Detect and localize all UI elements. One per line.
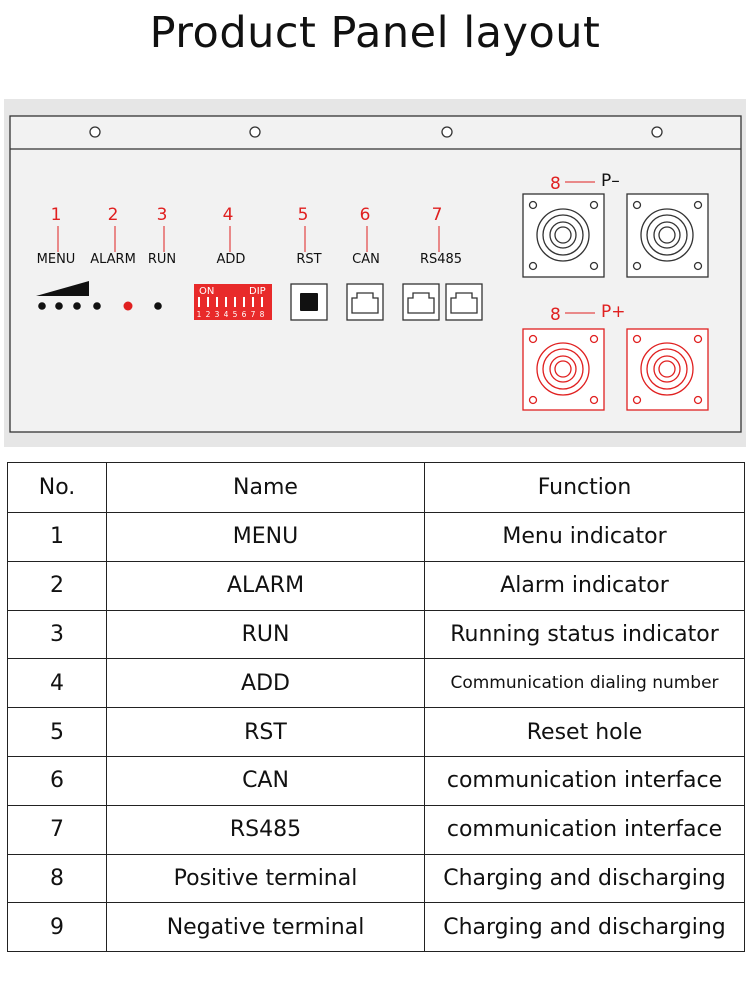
soc-led (38, 302, 46, 310)
soc-led (55, 302, 63, 310)
cell-function: communication interface (425, 805, 745, 854)
dip-position: 4 (223, 310, 229, 319)
label-run: RUN (147, 252, 177, 267)
cell-no: 2 (8, 561, 107, 610)
cell-function: Running status indicator (425, 610, 745, 659)
table-row (8, 854, 745, 903)
negative-terminal (523, 194, 604, 277)
negative-terminal (627, 194, 708, 277)
positive-terminal (523, 329, 604, 410)
mounting-hole (652, 127, 662, 137)
dip-position: 1 (196, 310, 202, 319)
cell-no: 7 (8, 805, 107, 854)
label-number-4: 4 (222, 205, 234, 225)
cell-no: 3 (8, 610, 107, 659)
dip-position: 3 (214, 310, 220, 319)
dip-position: 6 (241, 310, 247, 319)
cell-no: 1 (8, 513, 107, 562)
table-row (8, 513, 745, 562)
alarm-led (124, 302, 133, 311)
positive-terminal-label: P+ (601, 302, 626, 322)
dip-label: DIP (249, 286, 266, 297)
dip-lever (207, 297, 209, 307)
cell-name: ALARM (107, 561, 425, 610)
rs485-port (403, 284, 439, 320)
cell-function: Communication dialing number (425, 659, 745, 708)
can-port (347, 284, 383, 320)
menu-led (93, 302, 101, 310)
cell-function: Charging and discharging (425, 903, 745, 952)
dip-on-label: ON (199, 286, 215, 297)
label-rs485: RS485 (419, 252, 463, 267)
table-row (8, 659, 745, 708)
cell-name: Positive terminal (107, 854, 425, 903)
cell-name: Negative terminal (107, 903, 425, 952)
page-title: Product Panel layout (149, 8, 601, 58)
positive-terminal (627, 329, 708, 410)
cell-no: 6 (8, 756, 107, 805)
cell-name: RS485 (107, 805, 425, 854)
dip-position: 7 (250, 310, 256, 319)
header-no: No. (8, 463, 107, 513)
dip-lever (225, 297, 227, 307)
cell-name: RST (107, 708, 425, 757)
cell-function: Charging and discharging (425, 854, 745, 903)
dip-lever (243, 297, 245, 307)
label-add: ADD (216, 252, 246, 267)
table-row (8, 756, 745, 805)
cell-function: Menu indicator (425, 513, 745, 562)
dip-lever (216, 297, 218, 307)
cell-name: RUN (107, 610, 425, 659)
table-row (8, 610, 745, 659)
label-menu: MENU (36, 252, 76, 267)
cell-function: Alarm indicator (425, 561, 745, 610)
negative-terminal-number: 8 (550, 174, 561, 194)
mounting-hole (90, 127, 100, 137)
cell-no: 9 (8, 903, 107, 952)
positive-terminal-number: 8 (550, 305, 561, 325)
label-can: CAN (352, 252, 380, 267)
dip-lever (261, 297, 263, 307)
table-row (8, 903, 745, 952)
cell-no: 8 (8, 854, 107, 903)
dip-position: 2 (205, 310, 211, 319)
label-number-5: 5 (297, 205, 309, 225)
cell-function: communication interface (425, 756, 745, 805)
dip-lever (234, 297, 236, 307)
cell-function: Reset hole (425, 708, 745, 757)
table-header-row (8, 463, 745, 513)
cell-name: MENU (107, 513, 425, 562)
reset-button-icon (300, 293, 318, 311)
table-row (8, 561, 745, 610)
label-rst: RST (296, 252, 322, 267)
dip-switch (194, 284, 272, 320)
spec-table (7, 462, 745, 952)
dip-lever (198, 297, 200, 307)
cell-name: ADD (107, 659, 425, 708)
table-row (8, 708, 745, 757)
negative-terminal-label: P– (601, 171, 620, 191)
cell-no: 5 (8, 708, 107, 757)
mounting-hole (442, 127, 452, 137)
header-name: Name (107, 463, 425, 513)
cell-name: CAN (107, 756, 425, 805)
rs485-port (446, 284, 482, 320)
soc-led (73, 302, 81, 310)
product-panel-diagram (0, 0, 750, 460)
dip-position: 8 (259, 310, 265, 319)
cell-no: 4 (8, 659, 107, 708)
run-led (154, 302, 162, 310)
label-number-7: 7 (431, 205, 443, 225)
dip-lever (252, 297, 254, 307)
header-function: Function (425, 463, 745, 513)
label-number-1: 1 (50, 205, 62, 225)
dip-position: 5 (232, 310, 238, 319)
mounting-hole (250, 127, 260, 137)
table-row (8, 805, 745, 854)
label-number-3: 3 (156, 205, 168, 225)
label-number-6: 6 (359, 205, 371, 225)
label-alarm: ALARM (90, 252, 136, 267)
label-number-2: 2 (107, 205, 119, 225)
